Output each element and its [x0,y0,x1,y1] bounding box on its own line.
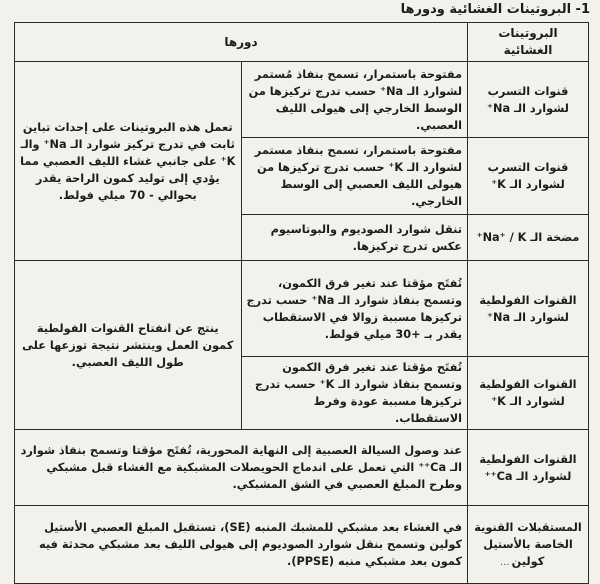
action-potential-note: ينتج عن انفتاح القنوات الفولطية كمون العمل وينتشر نتيجة توزعها على طول الليف العصبي. [15,261,242,430]
resting-potential-note: تعمل هذه البروتينات على إحداث تباين ثابت في تدرج تركيز شوارد الـ Na⁺ والـ K⁺ على جانبي غشاء الليف العصبي مما يؤدي إلى توليد كمون الراحة يقدر بحوالي - 70 ميلي فولط. [15,62,242,261]
protein-role: مفتوحة باستمرار، تسمح بنفاذ مستمر لشوارد الـ K⁺ حسب تدرج تركيزها من هيولى الليف العصبي إلى الوسط الخارجي. [241,138,468,215]
table-header-row [15,23,589,62]
protein-role: تنقل شوارد الصوديوم والبوتاسيوم عكس تدرج تركيزها. [241,215,468,261]
header-proteins: البروتينات الغشائية [468,23,589,62]
protein-name: القنوات الفولطية لشوارد الـ K⁺ [468,357,589,430]
protein-role: في الغشاء بعد مشبكي للمشبك المنبه (SE)، تستقبل المبلغ العصبي الأستيل كولين وتسمح بنقل شوارد الصوديوم إلى هيولى الليف بعد مشبكي محدثة فيه كمون بعد مشبكي منبه (PPSE). [15,506,468,584]
protein-role: عند وصول السيالة العصبية إلى النهاية المحورية، تُفتَح مؤقتا وتسمح بنفاذ شوارد الـ Ca⁺⁺ التي تعمل على اندماج الحويصلات المشبكية مع الغشاء قبل مشبكي وطرح المبلغ العصبي في الشق المشبكي. [15,430,468,506]
protein-name: قنوات التسرب لشوارد الـ Na⁺ [468,62,589,138]
protein-role: تُفتَح مؤقتا عند تغير فرق الكمون، وتسمح بنفاذ شوارد الـ Na⁺ حسب تدرج تركيزها مسببة زوالا في الاستقطاب يقدر بـ +30 ميلي فولط. [241,261,468,357]
table-row [15,62,589,138]
protein-name: القنوات الفولطية لشوارد الـ Na⁺ [468,261,589,357]
protein-role: تُفتَح مؤقتا عند تغير فرق الكمون وتسمح بنفاذ شوارد الـ K⁺ حسب تدرج تركيزها مسببة عودة وفرط الاستقطاب. [241,357,468,430]
protein-name: المستقبلات القنوية الخاصة بالأستيل كولين [468,506,589,584]
protein-name: مضخة الـ Na⁺ / K⁺ [468,215,589,261]
protein-name: القنوات الفولطية لشوارد الـ Ca⁺⁺ [468,430,589,506]
table-row [15,261,589,357]
section-title: 1- البروتينات الغشائية ودورها [400,2,590,17]
protein-role: مفتوحة باستمرار، تسمح بنفاذ مُستمر لشوارد الـ Na⁺ حسب تدرج تركيزها من الوسط الخارجي إلى هيولى الليف العصبي. [241,62,468,138]
page-footer-fragment: ... [500,557,510,568]
table-row [15,430,589,506]
membrane-proteins-table [14,22,589,584]
header-role: دورها [15,23,468,62]
protein-name: قنوات التسرب لشوارد الـ K⁺ [468,138,589,215]
table-row [15,506,589,584]
